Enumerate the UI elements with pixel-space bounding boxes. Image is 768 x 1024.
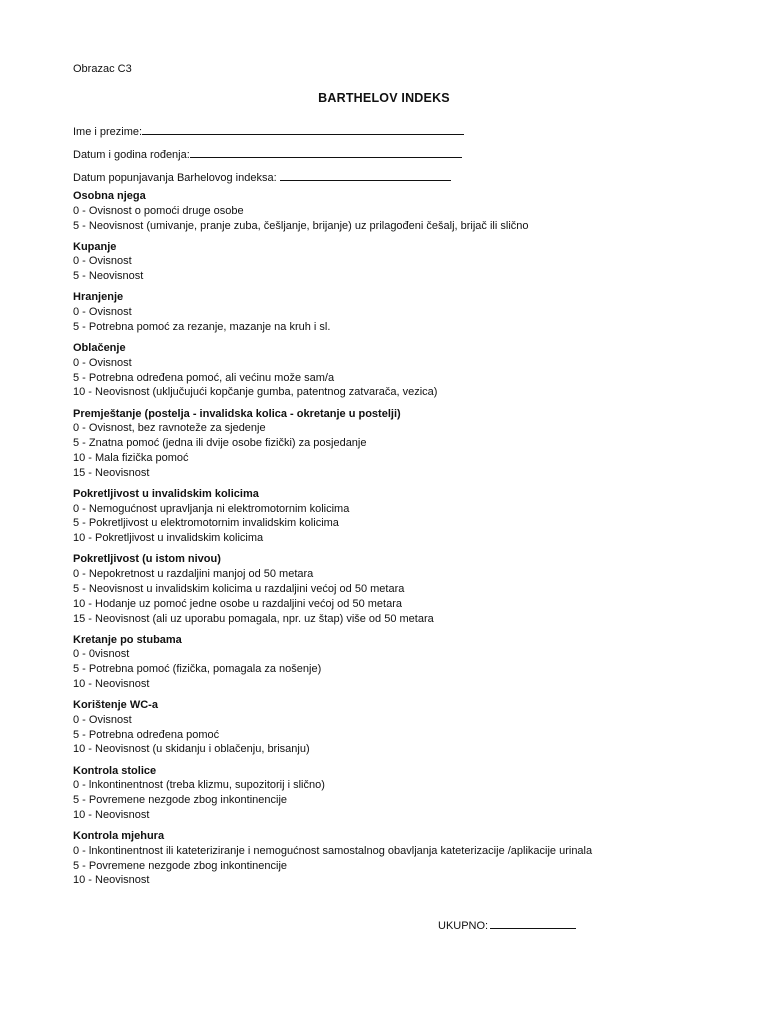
name-field-label: Ime i prezime: [73, 126, 143, 138]
name-blank-line[interactable] [142, 122, 464, 135]
score-option: 0 - Ovisnost o pomoći druge osobe [73, 204, 244, 217]
score-option: 0 - lnkontinentnost ili kateteriziranje i nemogućnost samostalnog obavljanja kateterizacije /aplikacije urinala [73, 844, 593, 857]
section-stairs [73, 633, 713, 692]
score-option: 10 - Hodanje uz pomoć jedne osobe u razdaljini većoj od 50 metara [73, 597, 402, 610]
score-option: 5 - Potrebna pomoć za rezanje, mazanje na kruh i sl. [73, 320, 331, 333]
score-option: 10 - Neovisnost (u skidanju i oblačenju, brisanju) [73, 743, 310, 756]
score-option: 5 - Potrebna određena pomoć [73, 728, 220, 741]
score-option: 0 - Nepokretnost u razdaljini manjoj od 50 metara [73, 568, 314, 581]
fill-date-field [73, 168, 464, 191]
section-transfers [73, 407, 713, 481]
score-option: 10 - Neovisnost [73, 677, 150, 690]
score-option: 0 - Ovisnost, bez ravnoteže za sjedenje [73, 422, 266, 435]
name-field [73, 122, 464, 145]
fill-date-field-label: Datum popunjavanja Barhelovog indeksa: [73, 172, 280, 184]
form-code: Obrazac C3 [73, 63, 132, 75]
score-option: 5 - Neovisnost [73, 270, 144, 283]
score-option: 10 - Neovisnost (uključujući kopčanje gumba, patentnog zatvarača, vezica) [73, 386, 438, 399]
total-field [438, 916, 576, 932]
section-title: Kontrola mjehura [73, 830, 165, 843]
section-bladder-control [73, 829, 713, 888]
score-option: 0 - Ovisnost [73, 356, 132, 369]
birth-date-field-label: Datum i godina rođenja: [73, 149, 190, 161]
score-option: 10 - Neovisnost [73, 874, 150, 887]
barthel-sections [73, 189, 713, 895]
score-option: 5 - Neovisnost u invalidskim kolicima u razdaljini većoj od 50 metara [73, 582, 405, 595]
section-title: Oblačenje [73, 342, 126, 355]
section-toilet-use [73, 698, 713, 757]
score-option: 5 - Pokretljivost u elektromotornim invalidskim kolicima [73, 517, 339, 530]
score-option: 5 - Znatna pomoć (jedna ili dvije osobe fizički) za posjedanje [73, 437, 367, 450]
score-option: 10 - Pokretljivost u invalidskim kolicima [73, 532, 264, 545]
section-level-mobility [73, 552, 713, 626]
score-option: 15 - Neovisnost [73, 466, 150, 479]
score-option: 0 - 0visnost [73, 648, 130, 661]
section-wheelchair-mobility [73, 487, 713, 546]
section-dressing [73, 341, 713, 400]
score-option: 5 - Povremene nezgode zbog inkontinencije [73, 794, 288, 807]
score-option: 0 - lnkontinentnost (treba klizmu, supozitorij i slično) [73, 779, 325, 792]
total-label: UKUPNO: [438, 920, 489, 932]
score-option: 5 - Potrebna pomoć (fizička, pomagala za nošenje) [73, 663, 322, 676]
score-option: 0 - Ovisnost [73, 255, 132, 268]
section-title: Pokretljivost u invalidskim kolicima [73, 487, 259, 500]
section-title: Kretanje po stubama [73, 633, 182, 646]
section-title: Premještanje (postelja - invalidska kolica - okretanje u postelji) [73, 407, 401, 420]
section-bathing [73, 240, 713, 284]
section-feeding [73, 290, 713, 334]
score-option: 5 - Potrebna određena pomoć, ali većinu može sam/a [73, 371, 335, 384]
section-personal-care [73, 189, 713, 233]
fill-date-blank-line[interactable] [280, 168, 451, 181]
score-option: 0 - Ovisnost [73, 713, 132, 726]
birth-date-field [73, 145, 464, 168]
section-title: Osobna njega [73, 190, 146, 202]
score-option: 5 - Povremene nezgode zbog inkontinencije [73, 859, 288, 872]
section-title: Pokretljivost (u istom nivou) [73, 553, 221, 566]
section-title: Hranjenje [73, 291, 124, 304]
section-title: Kupanje [73, 240, 117, 253]
section-bowel-control [73, 764, 713, 823]
patient-fields [73, 122, 464, 191]
score-option: 10 - Mala fizička pomoć [73, 451, 189, 464]
document-title: BARTHELOV INDEKS [318, 91, 450, 105]
section-title: Korištenje WC-a [73, 699, 158, 712]
score-option: 15 - Neovisnost (ali uz uporabu pomagala, npr. uz štap) više od 50 metara [73, 612, 434, 625]
score-option: 0 - Ovisnost [73, 306, 132, 319]
birth-date-blank-line[interactable] [190, 145, 462, 158]
section-title: Kontrola stolice [73, 764, 157, 777]
total-blank-line[interactable] [490, 916, 576, 929]
score-option: 10 - Neovisnost [73, 808, 150, 821]
score-option: 0 - Nemogućnost upravljanja ni elektromotornim kolicima [73, 502, 350, 515]
score-option: 5 - Neovisnost (umivanje, pranje zuba, češljanje, brijanje) uz prilagođeni češalj, brijač ili slično [73, 219, 529, 232]
